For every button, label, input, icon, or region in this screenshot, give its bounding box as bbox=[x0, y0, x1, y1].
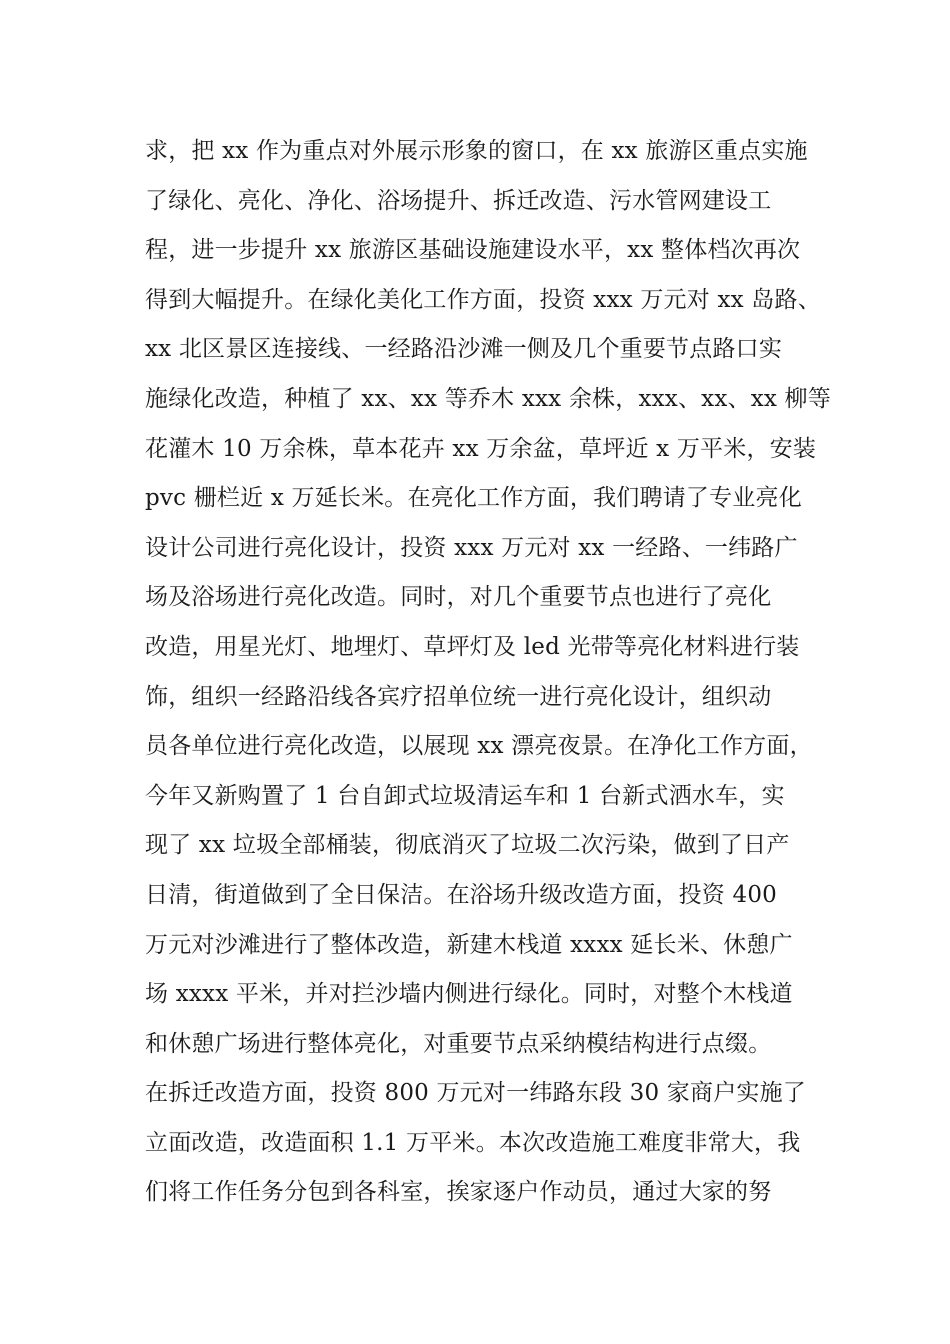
text-line: 设计公司进行亮化设计，投资 xxx 万元对 xx 一经路、一纬路广 bbox=[145, 534, 798, 561]
body-text bbox=[145, 127, 845, 1218]
text-line: 了绿化、亮化、净化、浴场提升、拆迁改造、污水管网建设工 bbox=[145, 187, 772, 214]
text-line: 饰，组织一经路沿线各宾疗招单位统一进行亮化设计，组织动 bbox=[145, 683, 772, 710]
text-line: 万元对沙滩进行了整体改造，新建木栈道 xxxx 延长米、休憩广 bbox=[145, 931, 793, 958]
text-line: 改造，用星光灯、地埋灯、草坪灯及 led 光带等亮化材料进行装 bbox=[145, 633, 800, 660]
text-line: 们将工作任务分包到各科室，挨家逐户作动员，通过大家的努 bbox=[145, 1179, 772, 1206]
text-line: 场 xxxx 平米，并对拦沙墙内侧进行绿化。同时，对整个木栈道 bbox=[145, 981, 793, 1008]
text-line: 得到大幅提升。在绿化美化工作方面，投资 xxx 万元对 xx 岛路、 bbox=[145, 286, 821, 313]
text-line: 今年又新购置了 1 台自卸式垃圾清运车和 1 台新式洒水车，实 bbox=[145, 782, 785, 809]
text-line: pvc 栅栏近 x 万延长米。在亮化工作方面，我们聘请了专业亮化 bbox=[145, 485, 802, 512]
text-line: 日清，街道做到了全日保洁。在浴场升级改造方面，投资 400 bbox=[145, 881, 778, 908]
text-line: 立面改造，改造面积 1.1 万平米。本次改造施工难度非常大，我 bbox=[145, 1129, 801, 1156]
text-line: 员各单位进行亮化改造，以展现 xx 漂亮夜景。在净化工作方面， bbox=[145, 733, 813, 760]
text-line: 在拆迁改造方面，投资 800 万元对一纬路东段 30 家商户实施了 bbox=[145, 1080, 807, 1107]
text-line: 场及浴场进行亮化改造。同时，对几个重要节点也进行了亮化 bbox=[145, 584, 772, 611]
text-line: 施绿化改造，种植了 xx、xx 等乔木 xxx 余株，xxx、xx、xx 柳等 bbox=[145, 385, 831, 412]
text-line: 程，进一步提升 xx 旅游区基础设施建设水平，xx 整体档次再次 bbox=[145, 237, 801, 264]
text-line: 现了 xx 垃圾全部桶装，彻底消灭了垃圾二次污染，做到了日产 bbox=[145, 832, 790, 859]
text-line: 花灌木 10 万余株，草本花卉 xx 万余盆，草坪近 x 万平米，安装 bbox=[145, 435, 817, 462]
text-line: 求，把 xx 作为重点对外展示形象的窗口，在 xx 旅游区重点实施 bbox=[145, 138, 808, 164]
text-line: 和休憩广场进行整体亮化，对重要节点采纳模结构进行点缀。 bbox=[145, 1030, 772, 1057]
text-line: xx 北区景区连接线、一经路沿沙滩一侧及几个重要节点路口实 bbox=[145, 336, 783, 363]
